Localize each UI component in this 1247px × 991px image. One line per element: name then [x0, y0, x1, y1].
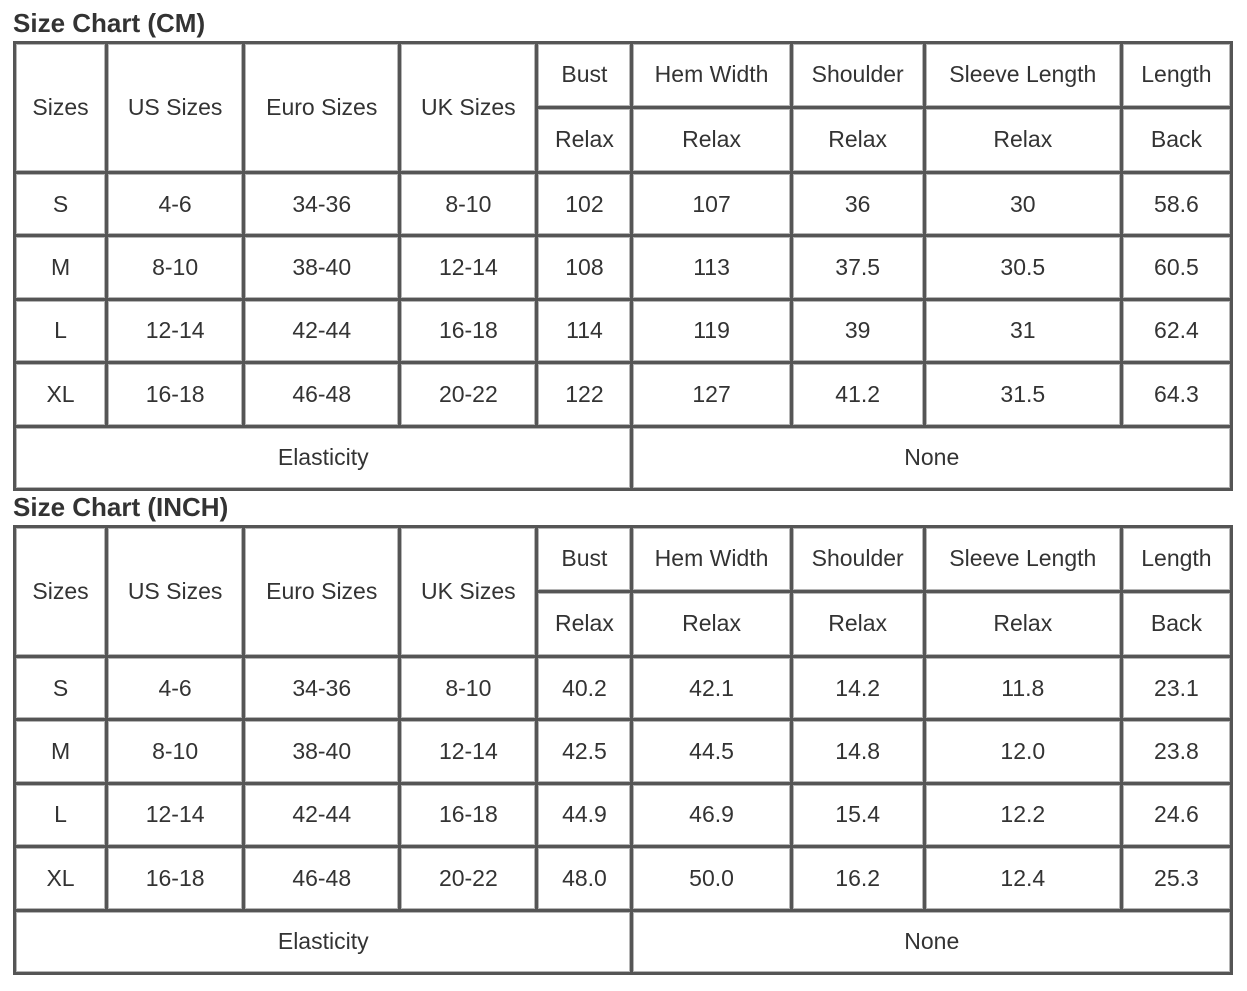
cell-sleeve-length: 31 [924, 299, 1121, 362]
cell-size: XL [15, 847, 107, 910]
subheader-bust: Relax [537, 591, 632, 656]
header-shoulder: Shoulder [791, 43, 924, 108]
cell-shoulder: 14.8 [791, 720, 924, 783]
table-row [15, 720, 1232, 783]
cell-size: L [15, 299, 107, 362]
subheader-bust: Relax [537, 107, 632, 172]
cell-length: 24.6 [1121, 783, 1231, 846]
cell-shoulder: 39 [791, 299, 924, 362]
cell-uk-size: 16-18 [400, 299, 537, 362]
cell-uk-size: 8-10 [400, 172, 537, 235]
size-chart-inch-table [13, 525, 1233, 975]
cell-length: 58.6 [1121, 172, 1231, 235]
header-hem-width: Hem Width [632, 43, 791, 108]
header-length: Length [1121, 527, 1231, 592]
header-sizes: Sizes [15, 527, 107, 657]
subheader-hem-width: Relax [632, 591, 791, 656]
cell-shoulder: 37.5 [791, 236, 924, 299]
cell-us-size: 8-10 [107, 236, 244, 299]
elasticity-value: None [632, 910, 1232, 973]
subheader-sleeve-length: Relax [924, 107, 1121, 172]
cell-sleeve-length: 12.2 [924, 783, 1121, 846]
table-row [15, 299, 1232, 362]
cell-euro-size: 38-40 [244, 236, 400, 299]
cell-bust: 40.2 [537, 656, 632, 719]
cell-bust: 122 [537, 363, 632, 426]
cell-bust: 102 [537, 172, 632, 235]
cell-uk-size: 12-14 [400, 720, 537, 783]
cell-uk-size: 20-22 [400, 847, 537, 910]
cell-us-size: 12-14 [107, 783, 244, 846]
cell-hem-width: 127 [632, 363, 791, 426]
header-sleeve-length: Sleeve Length [924, 43, 1121, 108]
cell-uk-size: 16-18 [400, 783, 537, 846]
cell-bust: 48.0 [537, 847, 632, 910]
cell-euro-size: 42-44 [244, 783, 400, 846]
cell-hem-width: 119 [632, 299, 791, 362]
header-length: Length [1121, 43, 1231, 108]
cell-euro-size: 46-48 [244, 847, 400, 910]
cell-length: 25.3 [1121, 847, 1231, 910]
cell-euro-size: 42-44 [244, 299, 400, 362]
cell-shoulder: 14.2 [791, 656, 924, 719]
header-row [15, 43, 1232, 108]
cell-bust: 108 [537, 236, 632, 299]
cell-uk-size: 20-22 [400, 363, 537, 426]
header-euro-sizes: Euro Sizes [244, 43, 400, 173]
size-chart-inch-title: Size Chart (INCH) [13, 492, 229, 522]
cell-sleeve-length: 31.5 [924, 363, 1121, 426]
table-row [15, 847, 1232, 910]
table-row [15, 363, 1232, 426]
cell-hem-width: 44.5 [632, 720, 791, 783]
cell-length: 23.8 [1121, 720, 1231, 783]
cell-length: 62.4 [1121, 299, 1231, 362]
header-sizes: Sizes [15, 43, 107, 173]
table-row [15, 656, 1232, 719]
cell-hem-width: 50.0 [632, 847, 791, 910]
cell-shoulder: 36 [791, 172, 924, 235]
subheader-shoulder: Relax [791, 591, 924, 656]
header-row [15, 527, 1232, 592]
header-us-sizes: US Sizes [107, 527, 244, 657]
cell-us-size: 4-6 [107, 172, 244, 235]
elasticity-value: None [632, 426, 1232, 489]
cell-bust: 44.9 [537, 783, 632, 846]
table-row [15, 236, 1232, 299]
header-uk-sizes: UK Sizes [400, 43, 537, 173]
header-uk-sizes: UK Sizes [400, 527, 537, 657]
cell-sleeve-length: 30 [924, 172, 1121, 235]
cell-length: 60.5 [1121, 236, 1231, 299]
cell-sleeve-length: 12.0 [924, 720, 1121, 783]
cell-size: S [15, 656, 107, 719]
cell-us-size: 12-14 [107, 299, 244, 362]
cell-hem-width: 107 [632, 172, 791, 235]
cell-us-size: 16-18 [107, 363, 244, 426]
cell-bust: 42.5 [537, 720, 632, 783]
header-us-sizes: US Sizes [107, 43, 244, 173]
size-chart-cm-title: Size Chart (CM) [13, 8, 206, 38]
cell-hem-width: 42.1 [632, 656, 791, 719]
cell-euro-size: 34-36 [244, 172, 400, 235]
header-bust: Bust [537, 43, 632, 108]
cell-euro-size: 34-36 [244, 656, 400, 719]
elasticity-row [15, 910, 1232, 973]
cell-euro-size: 46-48 [244, 363, 400, 426]
cell-size: S [15, 172, 107, 235]
cell-us-size: 4-6 [107, 656, 244, 719]
header-euro-sizes: Euro Sizes [244, 527, 400, 657]
cell-shoulder: 15.4 [791, 783, 924, 846]
subheader-hem-width: Relax [632, 107, 791, 172]
table-row [15, 783, 1232, 846]
cell-size: M [15, 236, 107, 299]
cell-euro-size: 38-40 [244, 720, 400, 783]
cell-us-size: 16-18 [107, 847, 244, 910]
cell-sleeve-length: 11.8 [924, 656, 1121, 719]
size-chart-cm-table [13, 41, 1233, 491]
elasticity-label: Elasticity [15, 426, 632, 489]
elasticity-label: Elasticity [15, 910, 632, 973]
cell-length: 23.1 [1121, 656, 1231, 719]
header-shoulder: Shoulder [791, 527, 924, 592]
cell-length: 64.3 [1121, 363, 1231, 426]
subheader-length: Back [1121, 107, 1231, 172]
subheader-shoulder: Relax [791, 107, 924, 172]
header-bust: Bust [537, 527, 632, 592]
cell-size: L [15, 783, 107, 846]
cell-bust: 114 [537, 299, 632, 362]
cell-size: XL [15, 363, 107, 426]
elasticity-row [15, 426, 1232, 489]
cell-hem-width: 46.9 [632, 783, 791, 846]
cell-sleeve-length: 12.4 [924, 847, 1121, 910]
cell-size: M [15, 720, 107, 783]
header-sleeve-length: Sleeve Length [924, 527, 1121, 592]
header-hem-width: Hem Width [632, 527, 791, 592]
subheader-sleeve-length: Relax [924, 591, 1121, 656]
cell-shoulder: 16.2 [791, 847, 924, 910]
cell-hem-width: 113 [632, 236, 791, 299]
cell-sleeve-length: 30.5 [924, 236, 1121, 299]
cell-us-size: 8-10 [107, 720, 244, 783]
table-row [15, 172, 1232, 235]
cell-shoulder: 41.2 [791, 363, 924, 426]
cell-uk-size: 12-14 [400, 236, 537, 299]
cell-uk-size: 8-10 [400, 656, 537, 719]
subheader-length: Back [1121, 591, 1231, 656]
